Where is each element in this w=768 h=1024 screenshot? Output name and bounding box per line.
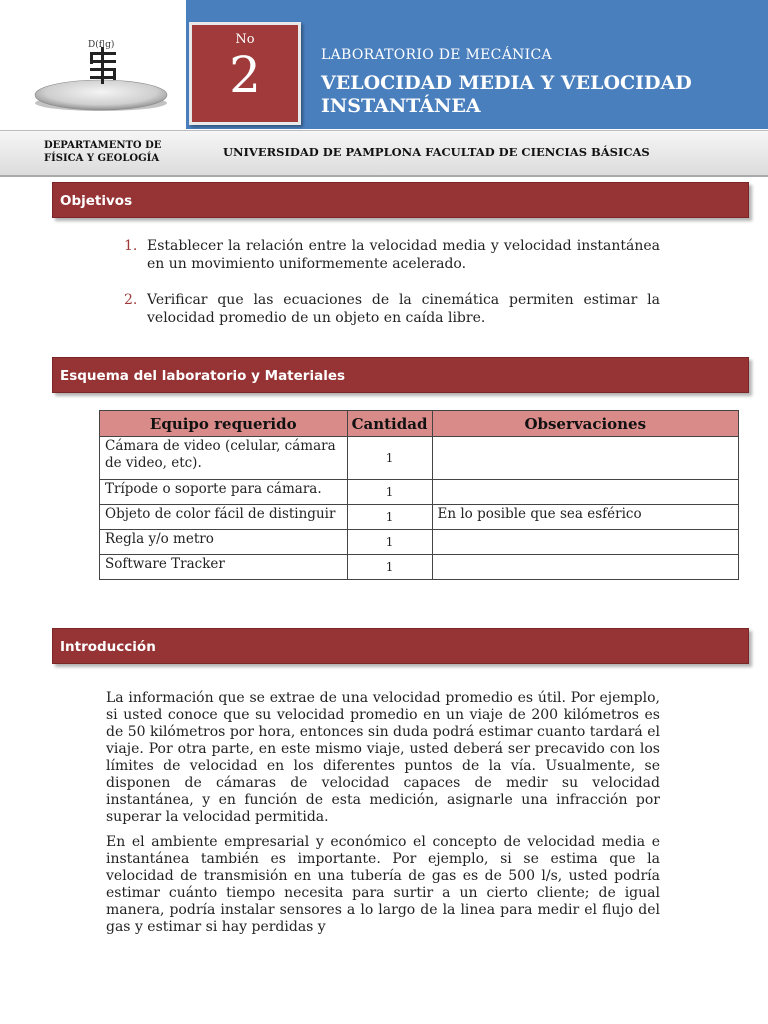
cell-equipo: Regla y/o metro — [100, 530, 348, 555]
lab-category: LABORATORIO DE MECÁNICA — [321, 47, 552, 63]
intro-paragraph-2: En el ambiente empresarial y económico el concepto de velocidad media e instantánea también es importante. Por ejemplo, si se estima que la velocidad de transmisión en una tubería de gas es de 500 l/s, usted podría estimar cuánto tiempo necesita para surtir a un cierto cliente; de igual manera, podría instalar sensores a lo largo de la linea para medir el flujo del gas y estimar si hay perdidas y — [106, 834, 660, 935]
column-header-observaciones: Observaciones — [432, 411, 739, 437]
department-line-1: DEPARTAMENTO DE — [44, 140, 162, 151]
list-item — [124, 237, 660, 273]
equipment-table — [99, 410, 739, 580]
cell-cantidad: 1 — [347, 555, 432, 580]
cell-observaciones — [432, 437, 739, 480]
cell-observaciones — [432, 530, 739, 555]
column-header-cantidad: Cantidad — [347, 411, 432, 437]
cell-cantidad: 1 — [347, 530, 432, 555]
intro-paragraph-1: La información que se extrae de una velocidad promedio es útil. Por ejemplo, si usted conoce que su velocidad promedio en un viaje de 200 kilómetros es de 50 kilómetros por hora, entonces sin duda podrá estimar cuanto tardará el viaje. Por otra parte, en este mismo viaje, usted deberá ser precavido con los límites de velocidad en los diferentes puntos de la vía. Usualmente, se disponen de cámaras de velocidad capaces de medir su velocidad instantánea, y en función de esta medición, asignarle una infracción por superar la velocidad permitida. — [106, 690, 660, 825]
lab-number-label: No — [235, 32, 255, 47]
objective-number: 1. — [124, 238, 138, 254]
department-logo — [0, 0, 186, 130]
objective-number: 2. — [124, 292, 138, 308]
table-header-row — [100, 411, 739, 437]
cell-equipo: Cámara de video (celular, cámara de video, etc). — [100, 437, 348, 480]
cell-observaciones: En lo posible que sea esférico — [432, 505, 739, 530]
cell-equipo: Software Tracker — [100, 555, 348, 580]
logo-text: D(f|g) — [88, 40, 115, 50]
objectives-list — [124, 237, 660, 345]
objective-text: Establecer la relación entre la velocidad media y velocidad instantánea en un movimiento uniformemente acelerado. — [147, 238, 660, 272]
cell-observaciones — [432, 555, 739, 580]
column-header-equipo: Equipo requerido — [100, 411, 348, 437]
table-row — [100, 437, 739, 480]
lab-number: 2 — [229, 46, 261, 104]
cell-equipo: Trípode o soporte para cámara. — [100, 480, 348, 505]
section-esquema: Esquema del laboratorio y Materiales — [52, 357, 749, 393]
section-objetivos: Objetivos — [52, 182, 749, 218]
university-name: UNIVERSIDAD DE PAMPLONA FACULTAD DE CIENCIAS BÁSICAS — [223, 145, 650, 159]
department-line-2: FÍSICA Y GEOLOGÍA — [44, 153, 160, 164]
table-row — [100, 555, 739, 580]
lab-title: VELOCIDAD MEDIA Y VELOCIDAD INSTANTÁNEA — [321, 72, 692, 117]
table-row — [100, 530, 739, 555]
list-item — [124, 291, 660, 327]
cell-observaciones — [432, 480, 739, 505]
logo-emblem-icon — [0, 0, 186, 130]
cell-cantidad: 1 — [347, 505, 432, 530]
cell-cantidad: 1 — [347, 437, 432, 480]
cell-equipo: Objeto de color fácil de distinguir — [100, 505, 348, 530]
department-name — [44, 139, 161, 165]
lab-number-box — [189, 22, 301, 125]
objective-text: Verificar que las ecuaciones de la cinemática permiten estimar la velocidad promedio de un objeto en caída libre. — [147, 292, 660, 326]
table-row — [100, 505, 739, 530]
table-row — [100, 480, 739, 505]
cell-cantidad: 1 — [347, 480, 432, 505]
section-introduccion: Introducción — [52, 628, 749, 664]
